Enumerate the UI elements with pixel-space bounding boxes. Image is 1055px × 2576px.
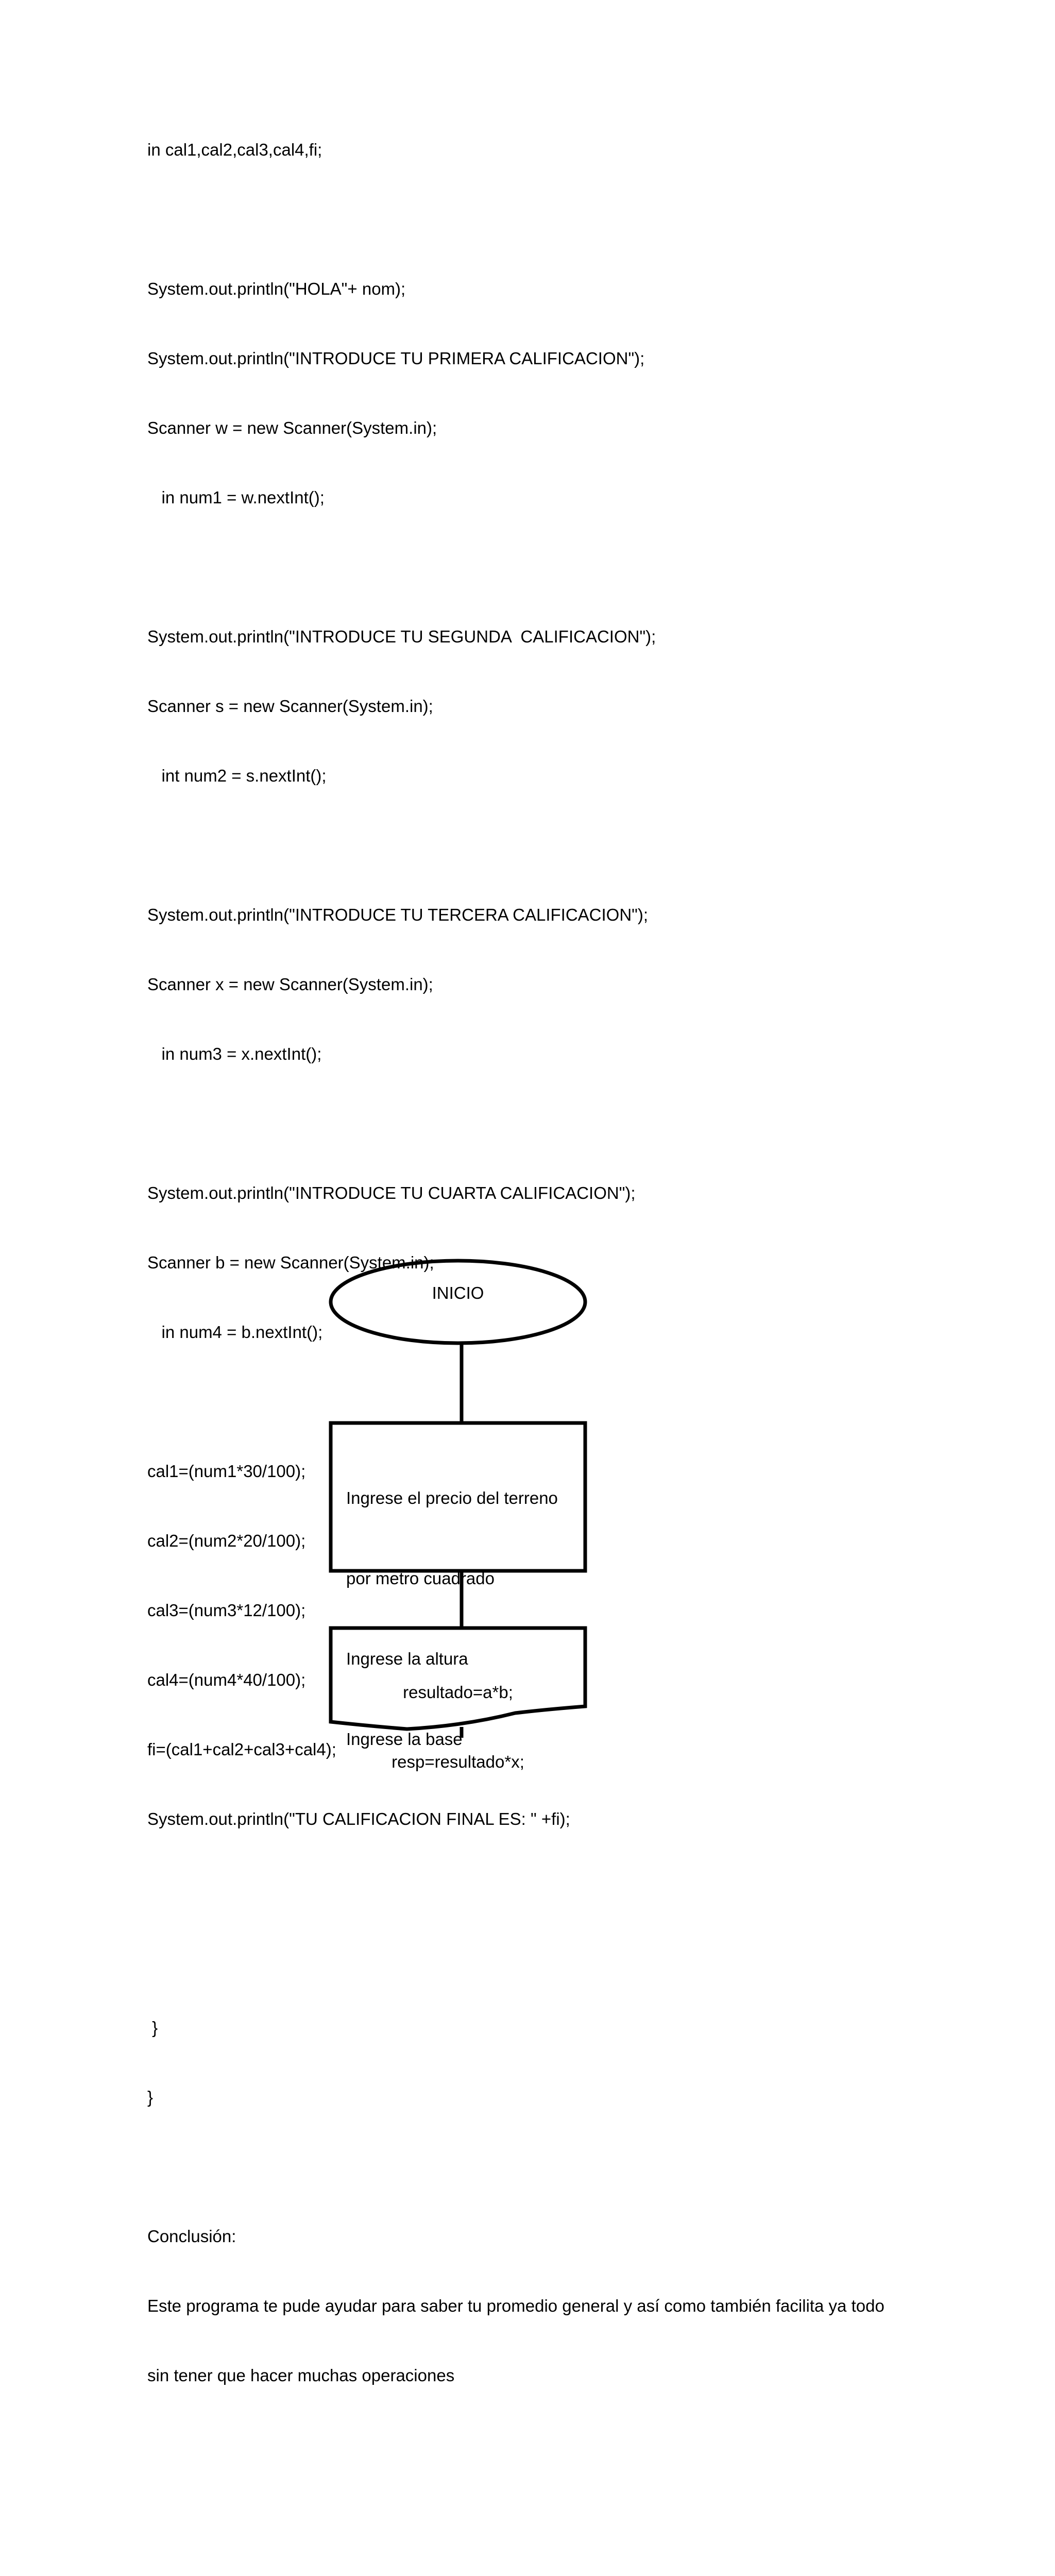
code-line: fi=(cal1+cal2+cal3+cal4); xyxy=(147,1740,336,1759)
process-box-text xyxy=(331,1634,585,1820)
start-label: INICIO xyxy=(432,1283,484,1302)
code-line: System.out.println("INTRODUCE TU CUARTA CALIFICACION"); xyxy=(147,1183,636,1202)
code-line: } xyxy=(147,2018,158,2037)
code-line: in num4 = b.nextInt(); xyxy=(147,1323,323,1342)
code-line: Scanner w = new Scanner(System.in); xyxy=(147,418,437,437)
input-line: por metro cuadrado xyxy=(346,1569,495,1588)
input-line: Ingrese el precio del terreno xyxy=(346,1488,558,1507)
code-line: System.out.println("INTRODUCE TU TERCERA CALIFICACION"); xyxy=(147,905,649,924)
code-line: int num2 = s.nextInt(); xyxy=(147,766,327,785)
code-line: Scanner x = new Scanner(System.in); xyxy=(147,975,433,994)
code-line: System.out.println("HOLA"+ nom); xyxy=(147,279,406,298)
code-line: cal2=(num2*20/100); xyxy=(147,1531,306,1550)
code-line: Scanner s = new Scanner(System.in); xyxy=(147,697,433,716)
conclusion-heading: Conclusión: xyxy=(147,2227,236,2246)
code-line: in num3 = x.nextInt(); xyxy=(147,1044,322,1063)
code-line: System.out.println("INTRODUCE TU SEGUNDA CALIFICACION"); xyxy=(147,627,656,646)
code-line: cal4=(num4*40/100); xyxy=(147,1670,306,1689)
conclusion-text-line: Este programa te pude ayudar para saber tu promedio general y así como también facilita ya todo xyxy=(147,2296,884,2315)
code-line: System.out.println("INTRODUCE TU PRIMERA CALIFICACION"); xyxy=(147,349,645,368)
input-line: Ingrese la base xyxy=(346,1730,463,1749)
process-line: resultado=a*b; xyxy=(403,1683,513,1702)
code-line: in num1 = w.nextInt(); xyxy=(147,488,325,507)
conclusion-text-line: sin tener que hacer muchas operaciones xyxy=(147,2366,455,2385)
code-line: } xyxy=(147,2088,154,2107)
code-line: cal1=(num1*30/100); xyxy=(147,1462,306,1481)
input-line: Ingrese la altura xyxy=(346,1649,468,1668)
code-line: cal3=(num3*12/100); xyxy=(147,1601,306,1620)
code-line xyxy=(147,1946,982,1970)
code-line: System.out.println("TU CALIFICACION FINAL ES: " +fi); xyxy=(147,1809,570,1828)
process-line: resp=resultado*x; xyxy=(392,1752,524,1771)
code-line: Scanner b = new Scanner(System.in); xyxy=(147,1253,434,1272)
code-line: in cal1,cal2,cal3,cal4,fi; xyxy=(147,140,322,159)
code-line xyxy=(147,1877,982,1900)
